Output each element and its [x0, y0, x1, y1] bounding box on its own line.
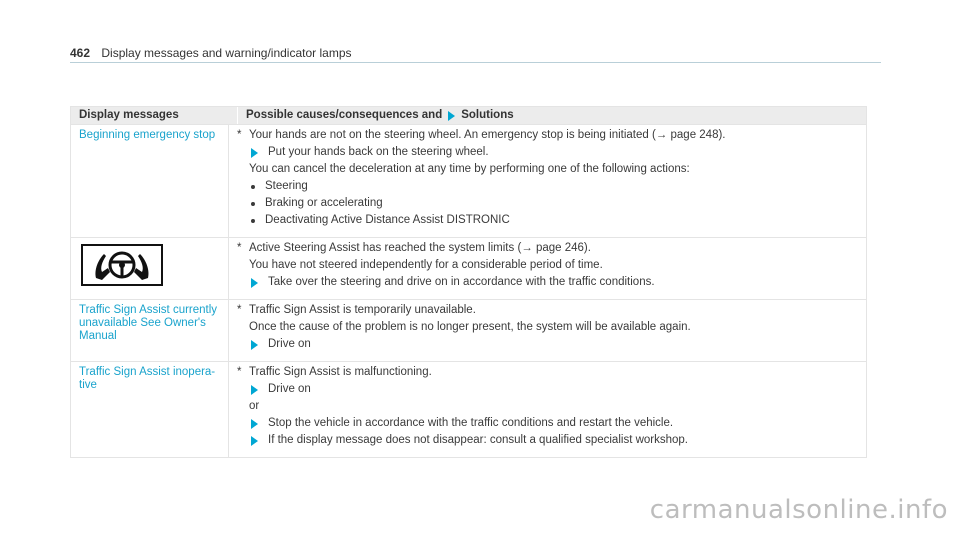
cause-text: Traffic Sign Assist is temporarily unavailable.	[249, 304, 476, 316]
page-number: 462	[70, 46, 91, 60]
column-header-display-messages: Display messages	[71, 107, 238, 124]
header-divider	[70, 62, 881, 63]
asterisk-marker: *	[237, 366, 242, 378]
display-message	[71, 238, 229, 299]
list-item: Braking or accelerating	[237, 197, 860, 210]
causes-solutions	[229, 125, 866, 237]
action-arrow-icon	[251, 436, 258, 446]
table-row	[71, 237, 866, 299]
table-row	[71, 124, 866, 237]
info-text: You can cancel the deceleration at any time by performing one of the following actions:	[249, 163, 690, 175]
causes-solutions	[229, 238, 866, 299]
action-arrow-icon	[251, 278, 258, 288]
action-arrow-icon	[448, 111, 455, 121]
action-step: Stop the vehicle in accordance with the traffic conditions and restart the vehicle.	[237, 417, 860, 430]
info-text: Once the cause of the problem is no longer present, the system will be available again.	[249, 321, 691, 333]
action-step: Put your hands back on the steering wheel.	[237, 146, 860, 159]
causes-solutions	[229, 362, 866, 457]
column-header-solutions-label: Solutions	[461, 109, 514, 121]
watermark: carmanualsonline.info	[649, 495, 948, 525]
page-header	[70, 46, 352, 60]
display-message: Traffic Sign Assist inopera-tive	[71, 362, 229, 457]
bullet-icon	[251, 202, 255, 206]
table-header	[71, 107, 866, 124]
info-text: You have not steered independently for a considerable period of time.	[249, 259, 603, 271]
table-row	[71, 361, 866, 457]
or-separator: or	[249, 400, 260, 412]
bullet-icon	[251, 219, 255, 223]
causes-solutions	[229, 300, 866, 361]
column-header-causes	[238, 107, 514, 124]
asterisk-marker: *	[237, 304, 242, 316]
action-arrow-icon	[251, 148, 258, 158]
asterisk-marker: *	[237, 129, 242, 141]
cause-text: Traffic Sign Assist is malfunctioning.	[249, 366, 432, 378]
list-item: Steering	[237, 180, 860, 193]
action-arrow-icon	[251, 340, 258, 350]
display-message: Traffic Sign Assist currently unavailable See Owner's Manual	[71, 300, 229, 361]
action-step: Drive on	[237, 383, 860, 396]
page-header-title: Display messages and warning/indicator lamps	[101, 46, 352, 60]
action-arrow-icon	[251, 385, 258, 395]
cause-text: Active Steering Assist has reached the system limits (→ page 246).	[249, 242, 591, 254]
bullet-icon	[251, 185, 255, 189]
display-messages-table	[70, 106, 867, 458]
cause-text: Your hands are not on the steering wheel. An emergency stop is being initiated (→ page 248).	[249, 129, 726, 141]
hands-on-steering-wheel-icon	[81, 244, 163, 286]
action-step: Drive on	[237, 338, 860, 351]
asterisk-marker: *	[237, 242, 242, 254]
action-arrow-icon	[251, 419, 258, 429]
column-header-causes-label: Possible causes/consequences and	[246, 109, 443, 121]
display-message: Beginning emergency stop	[71, 125, 229, 237]
action-step: If the display message does not disappear: consult a qualified specialist workshop.	[237, 434, 860, 447]
action-step: Take over the steering and drive on in accordance with the traffic conditions.	[237, 276, 860, 289]
table-row	[71, 299, 866, 361]
list-item: Deactivating Active Distance Assist DISTRONIC	[237, 214, 860, 227]
